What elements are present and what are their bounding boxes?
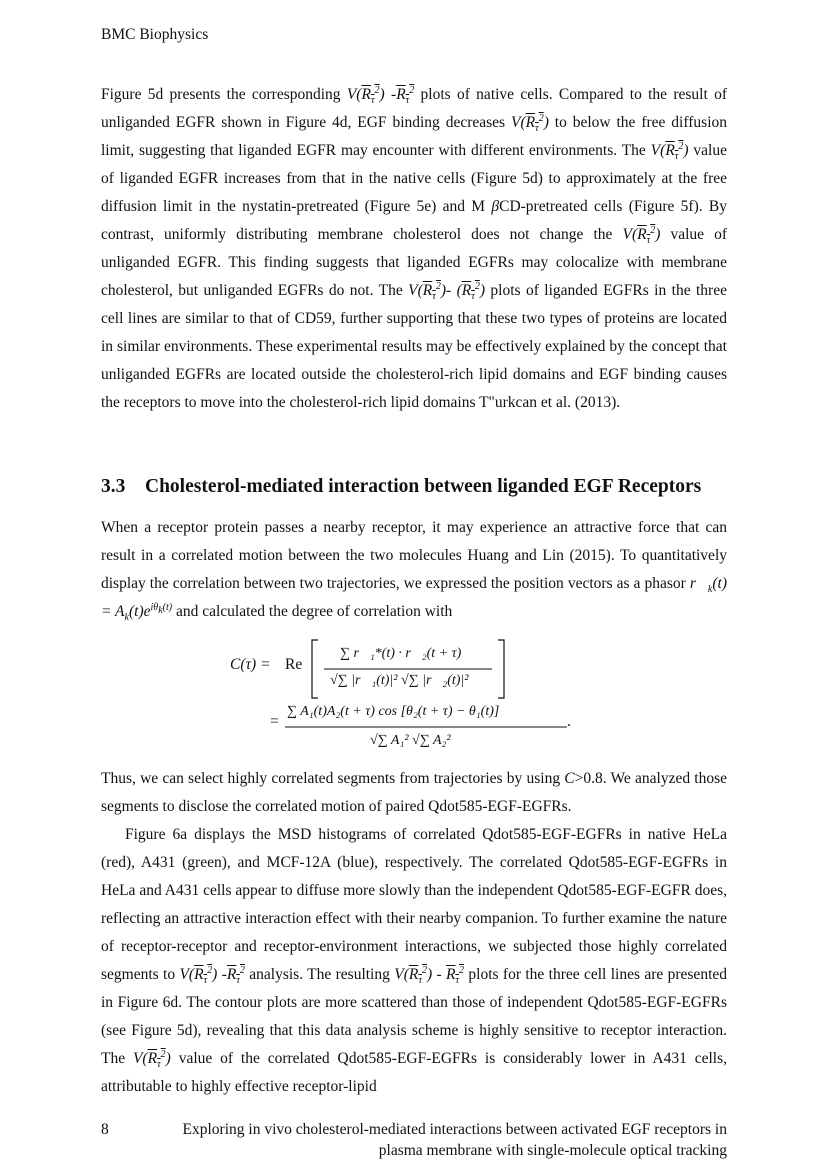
paragraph-4: Figure 6a displays the MSD histograms of correlated Qdot585-EGF-EGFRs in native HeLa (red), A431 (green), and MCF-12A (blue), respectively. The correlated Qdot585-EGF-EGFRs in HeLa and A431 cells appear to diffuse more slowly than the independent Qdot585-EGF-EGFR does, reflecting an attractive interaction effect with their nearby companion. To further examine the nature of receptor-receptor and receptor-environment interactions, we subjected those highly correlated segments to $V(R_\tau^2)$ $-R_\tau^2$ analysis. The resulting $V(R_\tau^2) - R_\tau^2$ plots for the three cell lines are presented in Figure 6d. The contour plots are more scattered than those of independent Qdot585-EGF-EGFRs (see Figure 5d), revealing that this data analysis scheme is highly sensitive to receptor interaction. The $V(R_\tau^2)$ value of the correlated Qdot585-EGF-EGFRs is considerably lower in A431 cells, attributable to highly effective receptor-lipid — [101, 826, 728, 1095]
fraction-bar — [285, 726, 567, 728]
page-number: 8 — [101, 1121, 109, 1138]
paragraph-1: Figure 5d presents the corresponding $V(R_\tau^2)$ $-R_\tau^2$ plots of native cells. Compared to the result of unliganded EGFR shown in Figure 4d, EGF binding decreases $V(R_\tau^2)$ to below the free diffusion limit, suggesting that liganded EGFR may encounter with different environments. The $V(R_\tau^2)$ value of liganded EGFR increases from that in the native cells (Figure 5d) to approximately at the free diffusion limit in the nystatin-pretreated (Figure 5e) and M βCD-pretreated cells (Figure 5f). By contrast, uniformly distributing membrane cholesterol does not change the $V(R_\tau^2)$ value of unliganded EGFR. This finding suggests that liganded EGFRs may colocalize with membrane cholesterol, but unliganded EGFRs do not. The $V(R_\tau^2)-$ $(R_\tau^2)$ plots of liganded EGFRs in the three cell lines are similar to that of CD59, further supporting that these two types of proteins are located in similar environments. These experimental results may be effectively explained by the concept that unliganded EGFRs are located outside the cholesterol-rich lipid domains and EGF binding causes the receptors to move into the cholesterol-rich lipid domains T"urkcan et al. (2013). — [101, 84, 727, 411]
section-title: Cholesterol-mediated interaction between liganded EGF Receptors — [145, 476, 702, 497]
math-v-r: $V(R_\tau^2)$ — [346, 84, 385, 107]
footer-title: Exploring in vivo cholesterol-mediated interactions between activated EGF receptors in plasma membrane with single-molecule optical tracking — [182, 1121, 727, 1159]
section-heading — [101, 476, 701, 498]
math-phasor: $r⃗_k(t) = A_k(t)e^{i\theta_k(t)}$ — [101, 575, 727, 624]
paragraph-3: Thus, we can select highly correlated segments from trajectories by using C>0.8. We analyzed those segments to disclose the correlated motion of paired Qdot585-EGF-EGFRs. — [101, 770, 728, 815]
paragraph-2: When a receptor protein passes a nearby receptor, it may experience an attractive force that can result in a correlated motion between the two molecules Huang and Lin (2015). To quantitatively display the correlation between two trajectories, we expressed the position vectors as a phasor $r⃗_k(t) = A_k(t)e^{i\theta_k(t)}$ and calculated the degree of correlation with — [101, 519, 727, 624]
section-number: 3.3 — [101, 476, 126, 497]
running-header: BMC Biophysics — [101, 26, 209, 43]
